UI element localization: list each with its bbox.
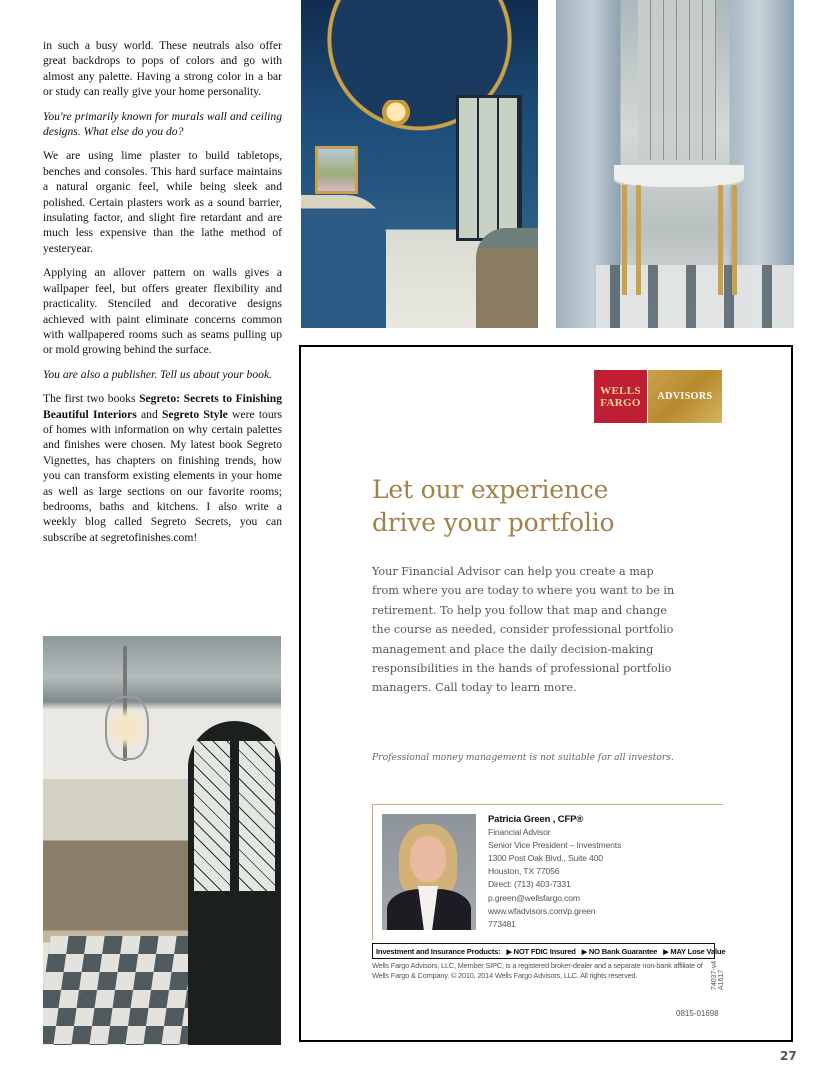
lantern-shape <box>105 646 145 761</box>
wells-fargo-advisors-logo <box>594 370 722 423</box>
article-column <box>43 38 282 554</box>
disclosure-text: NO Bank Guarantee <box>588 946 658 956</box>
advisor-phone: Direct: (713) 403-7331 <box>488 879 571 890</box>
article-paragraph: in such a busy world. These neutrals also offer great backdrops to pops of colors and go with almost any palette. Having a strong color in a bar or study can really give your home personality. <box>43 39 282 99</box>
table-shape <box>476 228 538 328</box>
triangle-right-icon: ▶ <box>581 948 587 956</box>
ad-disclaimer: Professional money management is not suitable for all investors. <box>372 752 674 763</box>
article-paragraph: Applying an allover pattern on walls gives a wallpaper feel, but offers greater flexibility and practicality. Stenciled and decorative designs achieved with paint eliminate concerns common with wallpapered rooms such as seams pulling up or mold growing behind the surface. <box>43 266 282 357</box>
legal-line: Wells Fargo Advisors, LLC, Member SIPC, is a registered broker-dealer and a separate non-bank affiliate of <box>372 961 703 970</box>
chandelier-shape <box>371 100 421 130</box>
books-paragraph <box>43 391 282 545</box>
job-code: 0815-01698 <box>676 1009 719 1018</box>
advisor-name: Patricia Green , CFP® <box>488 814 584 825</box>
insurance-label: Investment and Insurance Products: <box>376 946 501 956</box>
books-text: were tours of homes with information on why certain palettes and finishes were chosen. My latest book Segreto Vignettes, has chapters on finishing trends, how you can transform existing elements in your home as well as large sections on our favorite rooms; bedrooms, baths and kitchens. I also write a weekly blog called Segreto Secrets, you can subscribe at segretofinishes.com! <box>43 407 283 544</box>
ad-headline <box>372 473 614 539</box>
advisors-mark: ADVISORS <box>648 370 722 423</box>
leaded-glass-shape <box>194 741 230 891</box>
door-shape <box>188 721 281 1045</box>
disclosure-text: MAY Lose Value <box>670 946 726 956</box>
window-shape <box>456 95 522 241</box>
page-number: 27 <box>780 1049 797 1063</box>
books-text: and <box>136 407 162 421</box>
advisor-website[interactable]: www.wfadvisors.com/p.green <box>488 905 596 916</box>
headline-line: drive your portfolio <box>372 508 615 537</box>
advisor-portrait <box>382 814 476 930</box>
advisor-city: Houston, TX 77056 <box>488 866 560 877</box>
body-line: from where you are today to where you want to be in <box>372 584 675 598</box>
advisor-email[interactable]: p.green@wellsfargo.com <box>488 892 580 903</box>
triangle-right-icon: ▶ <box>663 948 669 956</box>
body-line: responsibilities in the hands of professional portfolio <box>372 662 672 676</box>
body-line: managers. Call today to learn more. <box>372 681 577 695</box>
brass-leg-shape <box>636 185 641 295</box>
book-title: Segreto Style <box>161 407 228 421</box>
disclosure-text: NOT FDIC Insured <box>513 946 576 956</box>
brass-leg-shape <box>622 185 627 295</box>
photo-blue-foyer <box>301 0 538 328</box>
photo-powder-bath <box>556 0 794 328</box>
advisor-id: 773481 <box>488 918 516 929</box>
painting-shape <box>315 146 358 194</box>
interview-question: You're primarily known for murals wall and ceiling designs. What else do you do? <box>43 109 282 139</box>
legal-line: Wells Fargo & Company. © 2010, 2014 Wells Fargo Advisors, LLC. All rights reserved. <box>372 971 638 981</box>
advisor-contact-card <box>372 804 723 940</box>
counter-shape <box>301 195 386 328</box>
logo-line: FARGO <box>600 396 641 409</box>
triangle-right-icon: ▶ <box>506 948 512 956</box>
vertical-ad-code: 74037-v4 A1617 <box>711 960 725 990</box>
body-line: Your Financial Advisor can help you create a map <box>372 565 654 578</box>
leaded-glass-shape <box>239 741 275 891</box>
brass-leg-shape <box>732 185 737 295</box>
portrait-face <box>410 836 446 882</box>
insurance-disclosure-bar <box>372 943 726 959</box>
sink-shape <box>614 165 744 187</box>
headline-line: Let our experience <box>372 475 609 504</box>
wells-fargo-ad <box>299 345 793 1042</box>
advisor-title: Financial Advisor <box>488 827 551 838</box>
body-line: the course as needed, consider professional portfolio <box>372 623 674 637</box>
logo-line: WELLS <box>600 384 641 397</box>
advisor-role: Senior Vice President – Investments <box>488 840 622 851</box>
book-title: Segreto: Secrets to Finishing Beautiful Interiors <box>43 392 283 421</box>
article-paragraph: We are using lime plaster to build tabletops, benches and consoles. This hard surface maintains a natural organic feel, while being sleek and polished. Certain plasters work as a sound barrier, insulating factor, and slight fire retardant and are much less expensive than the lathe method of yesteryear. <box>43 149 282 255</box>
disclosure-item <box>506 947 575 956</box>
brass-leg-shape <box>718 185 723 295</box>
body-line: management and place the daily decision-making <box>372 642 654 656</box>
interview-question: You are also a publisher. Tell us about your book. <box>43 367 272 381</box>
mirror-shape <box>638 0 716 160</box>
legal-text <box>372 961 717 981</box>
disclosure-item <box>582 947 657 956</box>
photo-entry <box>43 636 281 1045</box>
advisor-address: 1300 Post Oak Blvd., Suite 400 <box>488 853 603 864</box>
advisor-info <box>488 813 621 931</box>
books-text: The first two books <box>43 392 140 406</box>
body-line: retirement. To help you follow that map and change <box>372 603 667 617</box>
wells-fargo-mark <box>594 370 647 423</box>
ad-body <box>372 562 712 698</box>
